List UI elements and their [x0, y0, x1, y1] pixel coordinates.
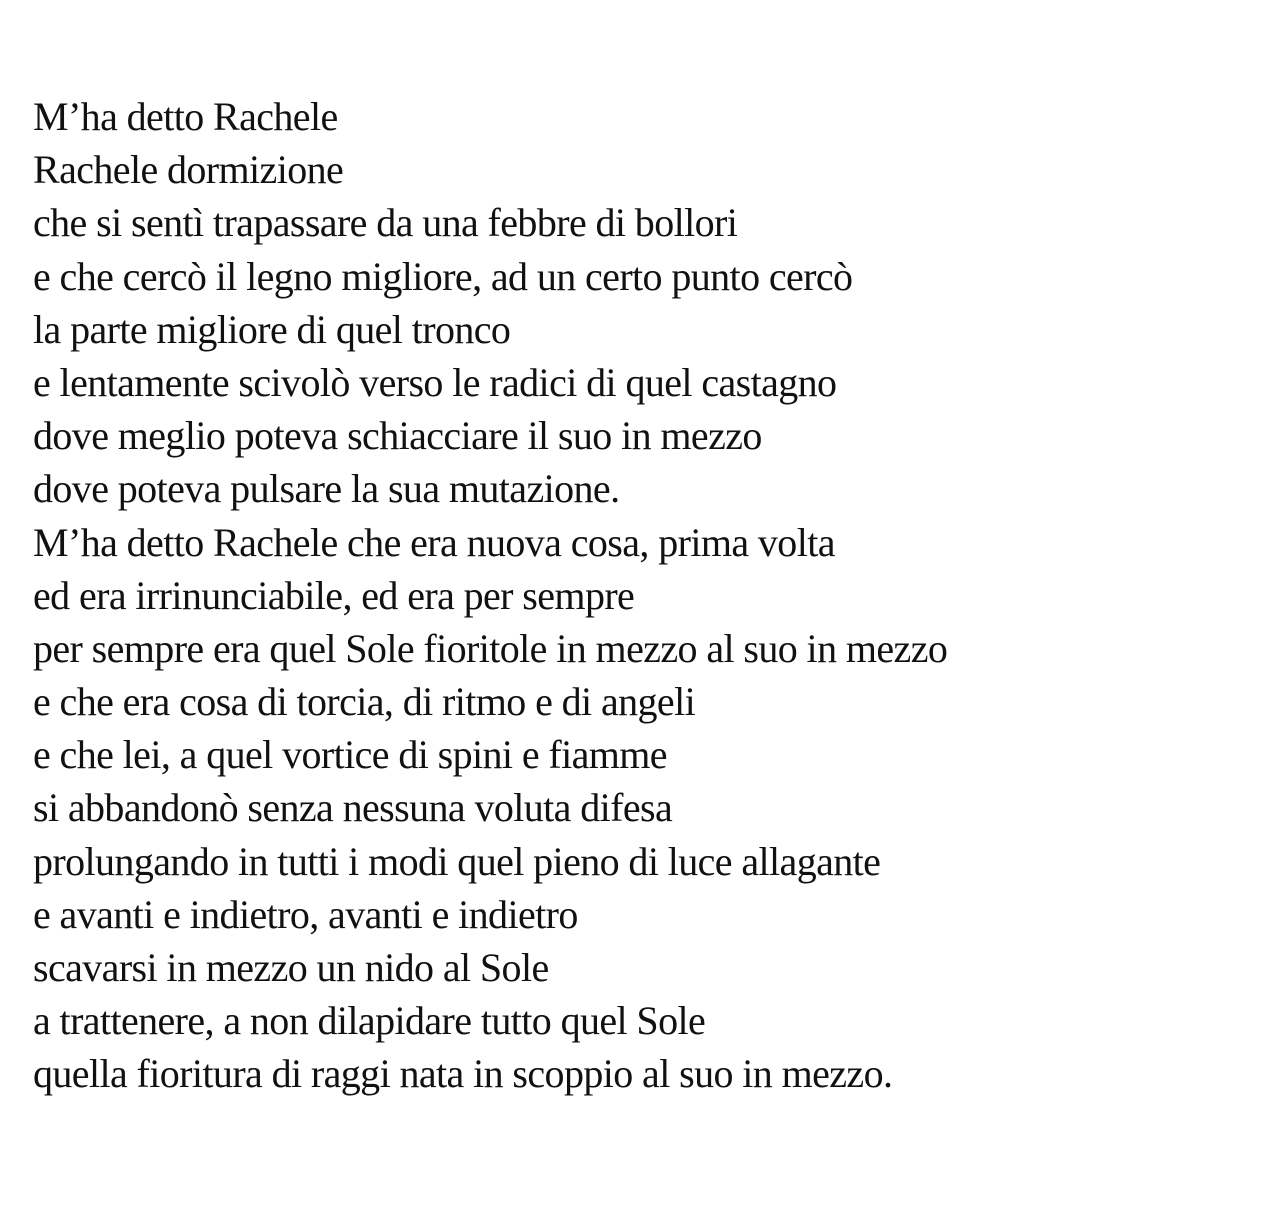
poem-line: e che cercò il legno migliore, ad un certo punto cercò — [33, 253, 853, 299]
poem-line: dove meglio poteva schiacciare il suo in mezzo — [33, 413, 762, 459]
poem-line: che si sentì trapassare da una febbre di bollori — [33, 200, 738, 246]
poem-line: prolungando in tutti i modi quel pieno di luce allagante — [33, 838, 881, 884]
poem-line: scavarsi in mezzo un nido al Sole — [33, 945, 549, 990]
poem-line: e che lei, a quel vortice di spini e fiamme — [33, 732, 667, 778]
poem-text — [33, 90, 947, 1101]
poem-line: Rachele dormizione — [33, 147, 344, 193]
poem-line: a trattenere, a non dilapidare tutto quel Sole — [33, 998, 706, 1044]
poem-line: quella fioritura di raggi nata in scoppio al suo in mezzo. — [33, 1051, 893, 1097]
poem-line: e che era cosa di torcia, di ritmo e di angeli — [33, 679, 696, 725]
poem-line: la parte migliore di quel tronco — [33, 306, 511, 352]
poem-line: M’ha detto Rachele — [33, 94, 338, 139]
poem-line: per sempre era quel Sole fioritole in mezzo al suo in mezzo — [33, 625, 948, 671]
poem-line: M’ha detto Rachele che era nuova cosa, prima volta — [33, 519, 835, 565]
poem-line: si abbandonò senza nessuna voluta difesa — [33, 785, 673, 831]
poem-line: ed era irrinunciabile, ed era per sempre — [33, 572, 635, 618]
poem-line: dove poteva pulsare la sua mutazione. — [33, 466, 620, 512]
poem-line: e lentamente scivolò verso le radici di quel castagno — [33, 359, 837, 405]
poem-line: e avanti e indietro, avanti e indietro — [33, 891, 578, 937]
